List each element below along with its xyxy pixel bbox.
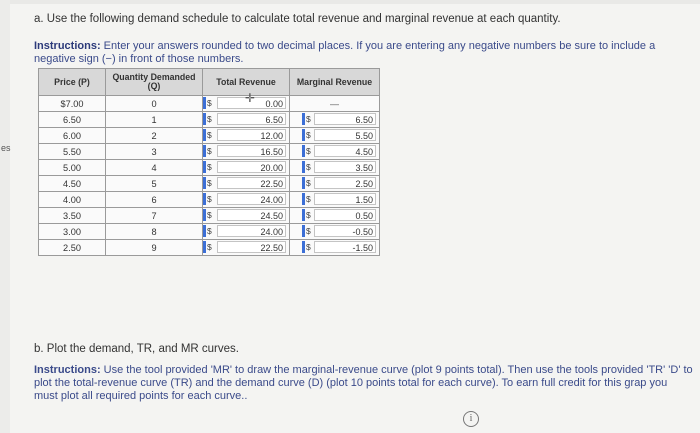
header-marginal-revenue: Marginal Revenue [290, 69, 380, 96]
answer-status-mark [302, 209, 305, 221]
quantity-cell: 9 [106, 240, 203, 256]
total-revenue-cell [203, 208, 290, 224]
answer-status-mark [203, 145, 206, 157]
total-revenue-input[interactable]: 0.00 [217, 97, 286, 109]
table-row [39, 160, 380, 176]
table-row [39, 240, 380, 256]
marginal-revenue-input[interactable]: 1.50 [314, 193, 376, 205]
quantity-cell: 2 [106, 128, 203, 144]
answer-status-mark [302, 129, 305, 141]
currency-symbol: $ [207, 194, 212, 204]
info-icon[interactable]: i [463, 411, 479, 427]
quantity-cell: 3 [106, 144, 203, 160]
answer-status-mark [203, 113, 206, 125]
price-cell: 5.00 [39, 160, 106, 176]
currency-symbol: $ [207, 178, 212, 188]
marginal-revenue-cell [290, 96, 380, 112]
price-cell: 3.00 [39, 224, 106, 240]
header-total-revenue-label: Total Revenue [216, 76, 276, 87]
price-cell: 6.00 [39, 128, 106, 144]
total-revenue-input[interactable]: 22.50 [217, 241, 286, 253]
side-text-fragment: es [1, 143, 11, 153]
marginal-revenue-cell [290, 208, 380, 224]
currency-symbol: $ [207, 130, 212, 140]
answer-status-mark [302, 241, 305, 253]
instructions-b-label: Instructions: [34, 364, 101, 376]
total-revenue-cell [203, 160, 290, 176]
header-price: Price (P) [39, 69, 106, 96]
instructions-a [34, 40, 694, 66]
answer-status-mark [203, 241, 206, 253]
price-cell: 6.50 [39, 112, 106, 128]
total-revenue-cell [203, 91, 290, 112]
total-revenue-input[interactable]: 24.00 [217, 193, 286, 205]
currency-symbol: $ [306, 146, 311, 156]
header-quantity: Quantity Demanded (Q) [106, 69, 203, 96]
marginal-revenue-cell [290, 112, 380, 128]
answer-status-mark [302, 161, 305, 173]
quantity-cell: 0 [106, 96, 203, 112]
price-cell: 2.50 [39, 240, 106, 256]
currency-symbol: $ [207, 162, 212, 172]
quantity-cell: 6 [106, 192, 203, 208]
marginal-revenue-input[interactable]: -1.50 [314, 241, 376, 253]
answer-status-mark [203, 97, 206, 109]
currency-symbol: $ [306, 242, 311, 252]
quantity-cell: 7 [106, 208, 203, 224]
instructions-a-label: Instructions: [34, 40, 101, 52]
answer-status-mark [203, 161, 206, 173]
total-revenue-input[interactable]: 24.50 [217, 209, 286, 221]
marginal-revenue-input[interactable]: 0.50 [314, 209, 376, 221]
table-row [39, 224, 380, 240]
marginal-revenue-cell [290, 192, 380, 208]
marginal-revenue-input[interactable]: 2.50 [314, 177, 376, 189]
quantity-cell: 1 [106, 112, 203, 128]
answer-status-mark [302, 113, 305, 125]
total-revenue-input[interactable]: 24.00 [217, 225, 286, 237]
marginal-revenue-cell [290, 144, 380, 160]
answer-status-mark [203, 209, 206, 221]
demand-schedule [38, 68, 380, 256]
currency-symbol: $ [207, 226, 212, 236]
question-b: b. Plot the demand, TR, and MR curves. [34, 343, 239, 355]
price-cell: 3.50 [39, 208, 106, 224]
currency-symbol: $ [207, 242, 212, 252]
total-revenue-cell [203, 144, 290, 160]
marginal-revenue-cell [290, 176, 380, 192]
marginal-revenue-na: — [330, 98, 339, 109]
instructions-a-text: Enter your answers rounded to two decimal places. If you are entering any negative numbers be sure to include a negative sign (−) in front of those numbers. [34, 40, 656, 65]
currency-symbol: $ [207, 114, 212, 124]
quantity-cell: 4 [106, 160, 203, 176]
answer-status-mark [203, 129, 206, 141]
answer-status-mark [203, 225, 206, 237]
currency-symbol: $ [306, 130, 311, 140]
marginal-revenue-cell [290, 240, 380, 256]
table-row [39, 192, 380, 208]
total-revenue-input[interactable]: 6.50 [217, 113, 286, 125]
currency-symbol: $ [306, 114, 311, 124]
marginal-revenue-cell [290, 160, 380, 176]
table-row [39, 96, 380, 112]
total-revenue-input[interactable]: 20.00 [217, 161, 286, 173]
table-row [39, 128, 380, 144]
total-revenue-cell [203, 176, 290, 192]
table-row [39, 176, 380, 192]
answer-status-mark [302, 145, 305, 157]
marginal-revenue-cell [290, 128, 380, 144]
marginal-revenue-input[interactable]: 5.50 [314, 129, 376, 141]
total-revenue-cell [203, 112, 290, 128]
total-revenue-cell [203, 240, 290, 256]
marginal-revenue-input[interactable]: -0.50 [314, 225, 376, 237]
total-revenue-input[interactable]: 22.50 [217, 177, 286, 189]
quantity-cell: 8 [106, 224, 203, 240]
demand-table [38, 68, 380, 256]
currency-symbol: $ [306, 162, 311, 172]
table-row [39, 112, 380, 128]
price-cell: 5.50 [39, 144, 106, 160]
total-revenue-input[interactable]: 12.00 [217, 129, 286, 141]
marginal-revenue-input[interactable]: 6.50 [314, 113, 376, 125]
marginal-revenue-cell [290, 224, 380, 240]
currency-symbol: $ [306, 178, 311, 188]
move-cursor-icon: ✛ [245, 91, 256, 105]
price-cell: 4.50 [39, 176, 106, 192]
top-border [0, 0, 700, 4]
instructions-b [34, 364, 694, 403]
total-revenue-cell [203, 224, 290, 240]
price-cell: $7.00 [39, 96, 106, 112]
table-row [39, 144, 380, 160]
left-panel-edge [0, 0, 10, 433]
question-a: a. Use the following demand schedule to calculate total revenue and marginal revenue at each quantity. [34, 13, 561, 25]
currency-symbol: $ [306, 226, 311, 236]
total-revenue-cell [203, 192, 290, 208]
currency-symbol: $ [306, 210, 311, 220]
quantity-cell: 5 [106, 176, 203, 192]
currency-symbol: $ [306, 194, 311, 204]
marginal-revenue-input[interactable]: 3.50 [314, 161, 376, 173]
total-revenue-cell [203, 128, 290, 144]
answer-status-mark [302, 193, 305, 205]
total-revenue-input[interactable]: 16.50 [217, 145, 286, 157]
answer-status-mark [203, 193, 206, 205]
currency-symbol: $ [207, 146, 212, 156]
answer-status-mark [302, 225, 305, 237]
price-cell: 4.00 [39, 192, 106, 208]
answer-status-mark [203, 177, 206, 189]
currency-symbol: $ [207, 210, 212, 220]
answer-status-mark [302, 177, 305, 189]
table-header-row [39, 69, 380, 96]
currency-symbol: $ [207, 98, 212, 108]
marginal-revenue-input[interactable]: 4.50 [314, 145, 376, 157]
instructions-b-text: Use the tool provided 'MR' to draw the marginal-revenue curve (plot 9 points total). Then use the tools provided 'TR' 'D' to plot the total-revenue curve (TR) and the demand curve (D) (plot 10 points total for each curve). To earn full credit for this grap you must plot all required points for each curve.. [34, 364, 693, 402]
table-row [39, 208, 380, 224]
